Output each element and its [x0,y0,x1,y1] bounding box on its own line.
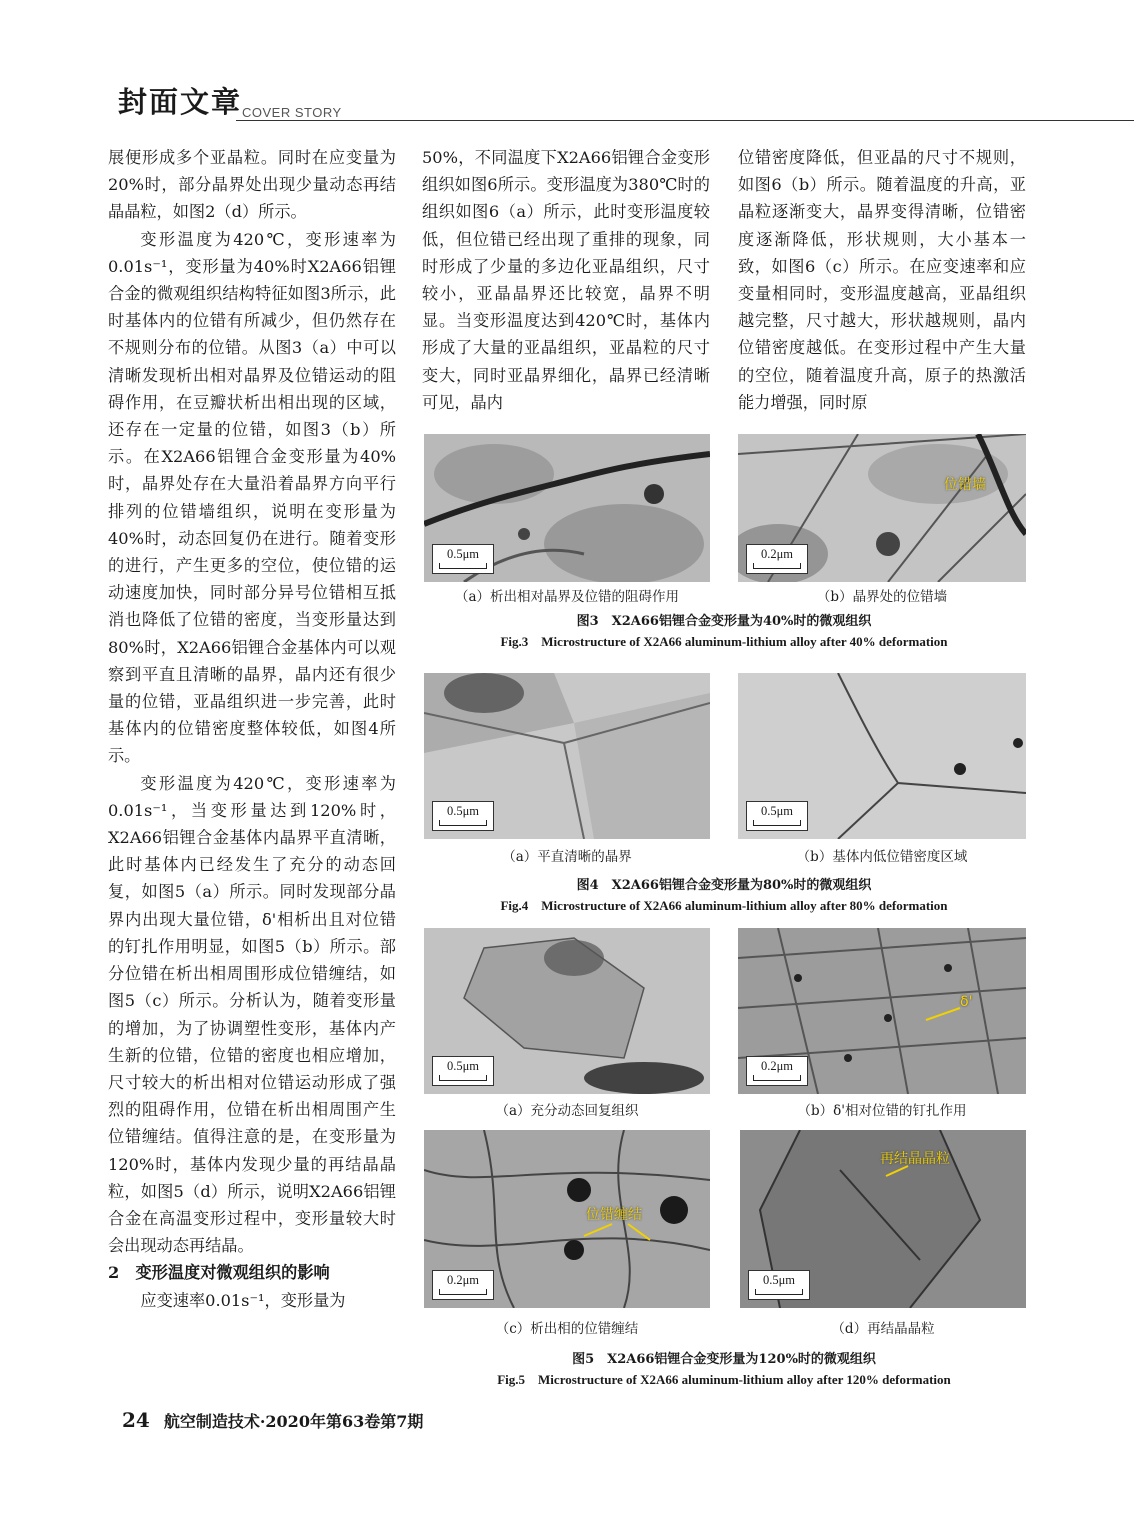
paragraph: 位错密度降低，但亚晶的尺寸不规则，如图6（b）所示。随着温度的升高，亚晶粒逐渐变大，晶界变得清晰，位错密度逐渐降低，形状规则，大小基本一致，如图6（c）所示。在应变速率和应变量相同时，变形温度越高，亚晶组织越完整，尺寸越大，形状越规则，晶内位错密度越低。在变形过程中产生大量的空位，随着温度升高，原子的热激活能力增强，同时原 [738,148,1026,412]
page-number: 24 [122,1408,150,1432]
paragraph: 变形温度为420℃，变形速率为0.01s⁻¹，变形量为40%时X2A66铝锂合金的微观组织结构特征如图3所示，此时基体内的位错有所减少，但仍然存在不规则分布的位错。从图3（a）中可以清晰发现析出相对晶界及位错运动的阻碍作用，在豆瓣状析出相出现的区域，还存在一定量的位错，如图3（b）所示。在X2A66铝锂合金变形量为40%时，晶界处存在大量沿着晶界方向平行排列的位错墙组织，说明在变形量为40%时，动态回复仍在进行。随着变形的进行，产生更多的空位，使位错的运动速度加快，同时部分异号位错相互抵消也降低了位错的密度，当变形量达到80%时，X2A66铝锂合金基体内可以观察到平直且清晰的晶界，晶内还有很少量的位错，亚晶组织进一步完善，此时基体内的位错密度整体较低，如图4所示。 [108,229,396,766]
section-title-cn: 封面文章 [118,85,243,119]
paragraph: 变形温度为420℃，变形速率为0.01s⁻¹，当变形量达到120%时，X2A66铝锂合金基体内晶界平直清晰，此时基体内已经发生了充分的动态回复，如图5（a）所示。同时发现部分晶界内出现大量位错，δ'相析出且对位错的钉扎作用明显，如图5（b）所示。部分位错在析出相周围形成位错缠结，如图5（c）所示。分析认为，随着变形量的增加，为了协调塑性变形，基体内产生新的位错，位错的密度也相应增加，尺寸较大的析出相对位错运动形成了强烈的阻碍作用，位错在析出相周围产生位错缠结。值得注意的是，在变形量为120%时，基体内发现少量的再结晶晶粒，如图5（d）所示，说明X2A66铝锂合金在高温变形过程中，变形量较大时会出现动态再结晶。 [108,773,396,1256]
section-header [118,84,1134,128]
text-column-2 [422,144,710,416]
fig4-caption-en: Fig.4 Microstructure of X2A66 aluminum-lithium alloy after 80% deformation [500,898,948,913]
section-heading: 2 变形温度对微观组织的影响 [108,1263,330,1283]
annotation-delta-prime: δ' [960,994,973,1010]
journal-name: 航空制造技术·2020年第63卷第7期 [163,1412,424,1431]
text-column-1 [108,144,396,1314]
fig5d-micrograph [740,1130,1026,1308]
fig5c-micrograph [424,1130,710,1308]
fig5b-micrograph [738,928,1026,1094]
fig5-caption-cn: 图5 X2A66铝锂合金变形量为120%时的微观组织 [572,1352,876,1367]
fig4b-micrograph [738,673,1026,839]
fig3-caption-en: Fig.3 Microstructure of X2A66 aluminum-lithium alloy after 40% deformation [500,634,948,649]
fig3-caption-cn: 图3 X2A66铝锂合金变形量为40%时的微观组织 [576,614,872,629]
paragraph: 展便形成多个亚晶粒。同时在应变量为20%时，部分晶界处出现少量动态再结晶晶粒，如图2（d）所示。 [108,148,396,222]
page-footer [122,1408,423,1432]
fig4a-caption: （a）平直清晰的晶界 [502,849,632,865]
paragraph: 50%，不同温度下X2A66铝锂合金变形组织如图6所示。变形温度为380℃时的组织如图6（a）所示，此时变形温度较低，但位错已经出现了重排的现象，同时形成了少量的多边化亚晶组织，尺寸较小，亚晶晶界还比较宽，晶界不明显。当变形温度达到420℃时，基体内形成了大量的亚晶组织，亚晶粒的尺寸变大，同时亚晶界细化，晶界已经清晰可见，晶内 [422,148,710,412]
fig5a-caption: （a）充分动态回复组织 [495,1103,639,1119]
fig3b-micrograph [738,434,1026,582]
fig3a-caption: （a）析出相对晶界及位错的阻碍作用 [454,589,680,605]
fig5d-caption: （d）再结晶晶粒 [831,1321,935,1337]
fig4a-micrograph [424,673,710,839]
text-column-3 [738,144,1026,416]
fig5a-micrograph [424,928,710,1094]
scale-bar: 0.2μm [746,1056,808,1086]
scale-bar: 0.2μm [432,1270,494,1300]
annotation-dislocation-wall: 位错墙 [944,477,986,493]
fig3b-caption: （b）晶界处的位错墙 [816,589,948,605]
scale-bar: 0.5μm [432,801,494,831]
fig4-caption-cn: 图4 X2A66铝锂合金变形量为80%时的微观组织 [576,878,872,893]
annotation-recrystallized-grain: 再结晶晶粒 [880,1151,950,1167]
annotation-dislocation-tangle: 位错缠结 [586,1207,642,1223]
fig5c-caption: （c）析出相的位错缠结 [495,1321,639,1337]
header-rule [236,120,1134,121]
fig5-caption-en: Fig.5 Microstructure of X2A66 aluminum-lithium alloy after 120% deformation [497,1372,951,1387]
fig3-caption [422,612,1026,652]
fig5-caption [422,1350,1026,1390]
scale-bar: 0.5μm [432,544,494,574]
scale-bar: 0.2μm [746,544,808,574]
scale-bar: 0.5μm [748,1270,810,1300]
scale-bar: 0.5μm [746,801,808,831]
scale-bar: 0.5μm [432,1056,494,1086]
fig4b-caption: （b）基体内低位错密度区域 [796,849,968,865]
paragraph: 应变速率0.01s⁻¹，变形量为 [140,1290,346,1310]
fig5b-caption: （b）δ'相对位错的钉扎作用 [797,1103,967,1119]
section-title-en: COVER STORY [242,105,342,120]
fig3a-micrograph [424,434,710,582]
fig4-caption [422,876,1026,916]
